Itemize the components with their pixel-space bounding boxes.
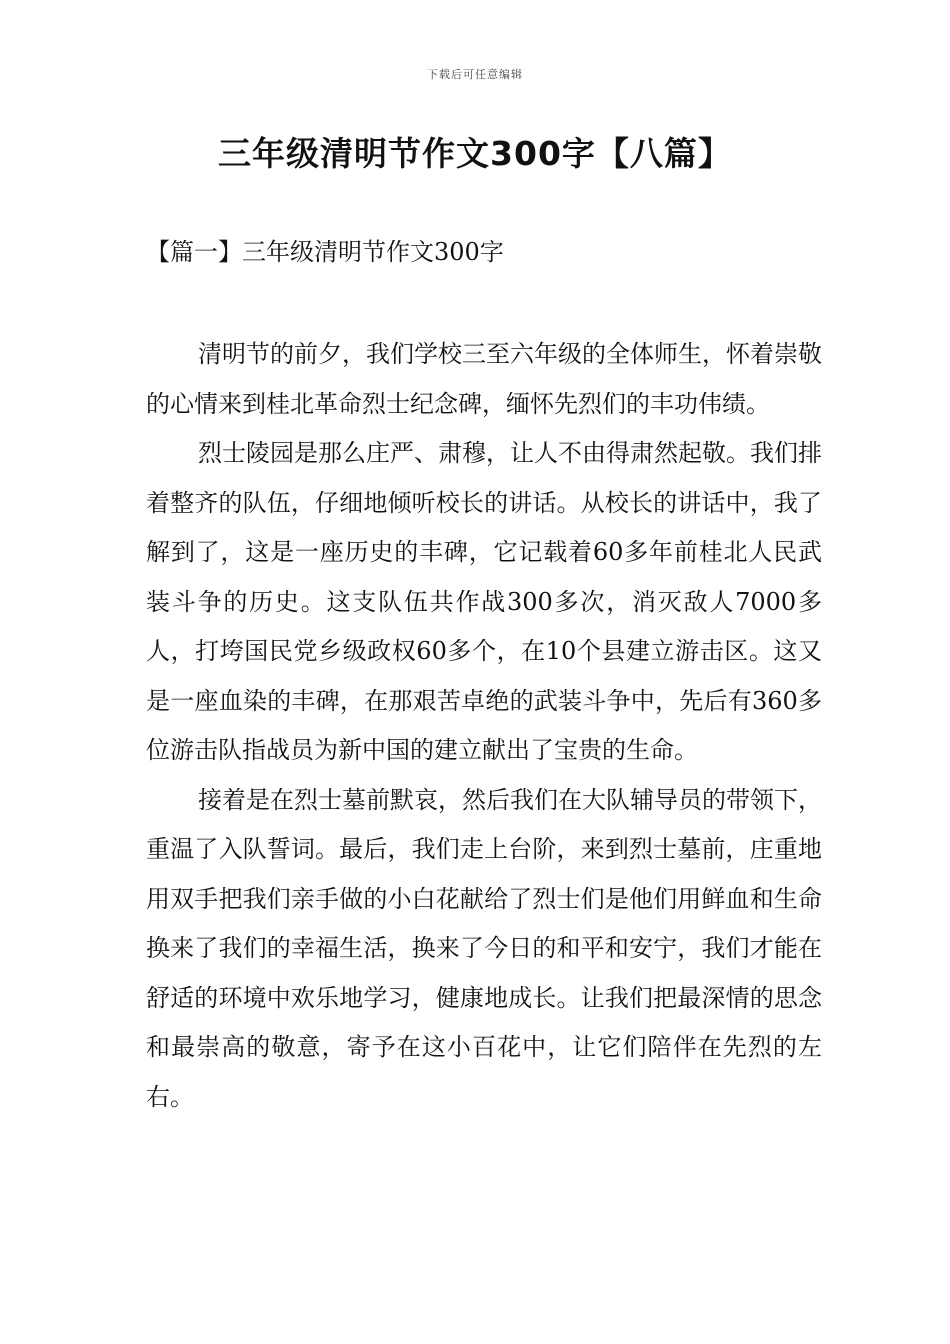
paragraph: 烈士陵园是那么庄严、肃穆，让人不由得肃然起敬。我们排着整齐的队伍，仔细地倾听校长的讲话。从校长的讲话中，我了解到了，这是一座历史的丰碑，它记载着60多年前桂北人民武装斗争的历史。这支队伍共作战300多次，消灭敌人7000多人，打垮国民党乡级政权60多个，在10个县建立游击区。这又是一座血染的丰碑，在那艰苦卓绝的武装斗争中，先后有360多位游击队指战员为新中国的建立献出了宝贵的生命。 [146, 439, 822, 764]
section-heading: 【篇一】三年级清明节作文300字 [146, 238, 504, 266]
document-title: 三年级清明节作文300字【八篇】 [218, 134, 732, 173]
paragraph: 接着是在烈士墓前默哀，然后我们在大队辅导员的带领下，重温了入队誓词。最后，我们走上台阶，来到烈士墓前，庄重地用双手把我们亲手做的小白花献给了烈士们是他们用鲜血和生命换来了我们的幸福生活，换来了今日的和平和安宁，我们才能在舒适的环境中欢乐地学习，健康地成长。让我们把最深情的思念和最崇高的敬意，寄予在这小百花中，让它们陪伴在先烈的左右。 [146, 785, 822, 1111]
header-note: 下载后可任意编辑 [427, 68, 523, 81]
paragraph: 清明节的前夕，我们学校三至六年级的全体师生，怀着崇敬的心情来到桂北革命烈士纪念碑，缅怀先烈们的丰功伟绩。 [146, 340, 822, 418]
essay-body [146, 330, 822, 1122]
